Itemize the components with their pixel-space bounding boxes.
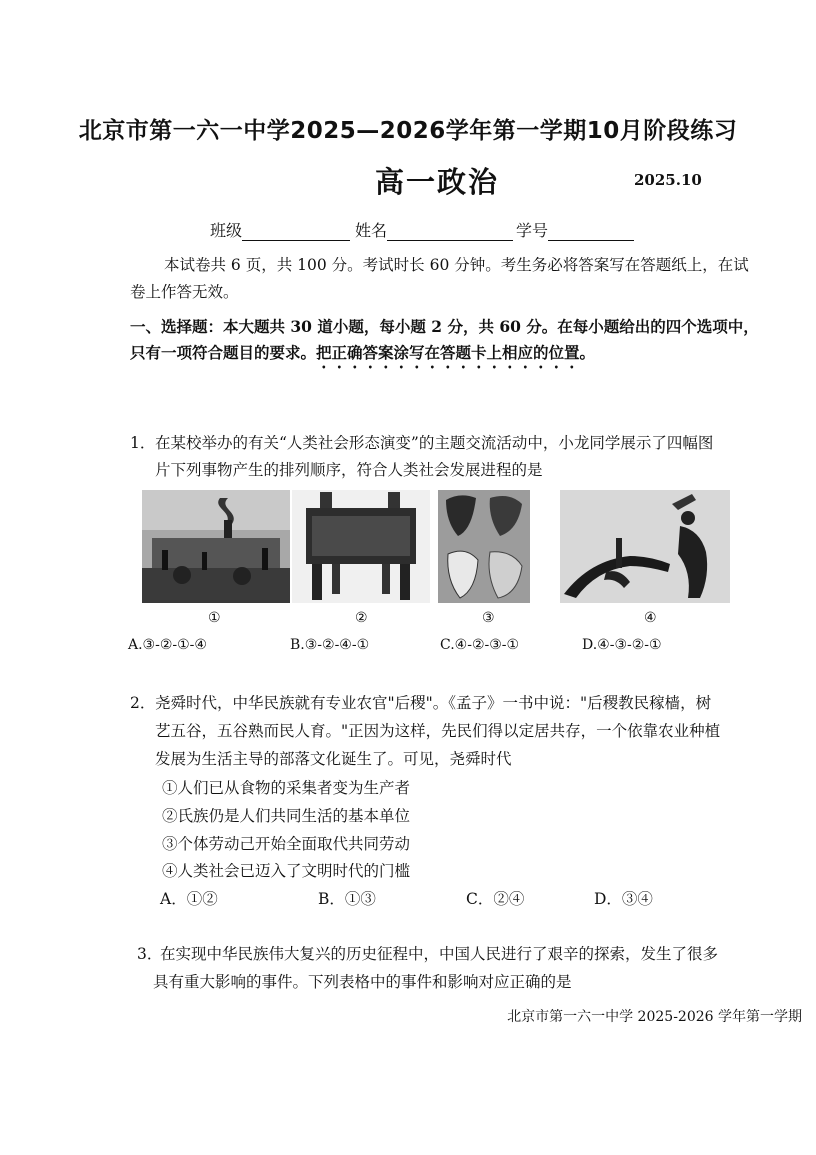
class-label: 班级	[210, 221, 243, 240]
stone-tools-image	[438, 490, 530, 603]
id-field	[516, 218, 634, 241]
q2-option-d[interactable]: D．③④	[594, 890, 653, 908]
q1-option-b[interactable]: B.③-②-④-①	[290, 637, 370, 653]
q2-line2: 艺五谷，五谷熟而民人育。"正因为这样，先民们得以定居共存，一个依靠农业种植	[155, 722, 721, 740]
q3-number: 3．	[137, 945, 163, 963]
class-field	[210, 218, 350, 241]
id-label: 学号	[516, 221, 549, 240]
instructions-line2: 卷上作答无效。	[130, 283, 239, 301]
q3-line2: 具有重大影响的事件。下列表格中的事件和影响对应正确的是	[153, 973, 572, 991]
exam-date: 2025.10	[634, 171, 702, 189]
exam-title: 北京市第一六一中学2025—2026学年第一学期10月阶段练习	[78, 118, 738, 144]
q1-caption-2: ②	[355, 610, 368, 626]
q2-statement-3: ③个体劳动己开始全面取代共同劳动	[162, 835, 411, 853]
ancient-plow-image	[560, 490, 730, 603]
q1-caption-1: ①	[208, 610, 221, 626]
q2-statement-1: ①人们已从食物的采集者变为生产者	[162, 779, 411, 797]
q1-caption-3: ③	[482, 610, 495, 626]
q3-line1: 在实现中华民族伟大复兴的历史征程中，中国人民进行了艰辛的探索，发生了很多	[160, 945, 719, 963]
section1-line2	[130, 338, 595, 372]
class-blank[interactable]	[242, 224, 350, 241]
industrial-revolution-image	[142, 490, 290, 603]
q2-line1: 尧舜时代，中华民族就有专业农官"后稷"。《孟子》一书中说："后稷教民稼樯，树	[155, 694, 712, 712]
q2-line3: 发展为生活主导的部落文化诞生了。可见，尧舜时代	[155, 750, 512, 768]
q1-option-d[interactable]: D.④-③-②-①	[582, 637, 662, 653]
instructions-line1: 本试卷共 6 页，共 100 分。考试时长 60 分钟。考生务必将答案写在答题纸上，在试	[164, 256, 749, 274]
q2-statement-4: ④人类社会已迈入了文明时代的门槛	[162, 862, 411, 880]
bronze-ding-image	[292, 490, 430, 603]
q1-option-a[interactable]: A.③-②-①-④	[128, 637, 207, 653]
q2-option-c[interactable]: C．②④	[466, 890, 525, 908]
q1-line2: 片下列事物产生的排列顺序，符合人类社会发展进程的是	[155, 461, 543, 479]
q1-caption-4: ④	[644, 610, 657, 626]
name-label: 姓名	[355, 221, 388, 240]
section1-line2b: 把正确答案涂写在答题卡上相应的位置。	[316, 343, 596, 362]
name-blank[interactable]	[387, 224, 513, 241]
id-blank[interactable]	[548, 224, 634, 241]
q1-number: 1．	[130, 434, 156, 452]
subject-title: 高一政治	[375, 165, 500, 199]
q2-option-b[interactable]: B．①③	[318, 890, 376, 908]
q2-number: 2．	[130, 694, 156, 712]
section1-line2a: 只有一项符合题目的要求。	[130, 343, 317, 362]
q2-statement-2: ②氏族仍是人们共同生活的基本单位	[162, 807, 411, 825]
name-field	[355, 218, 513, 241]
page-footer: 北京市第一六一中学 2025-2026 学年第一学期	[507, 1009, 802, 1025]
q1-line1: 在某校举办的有关“人类社会形态演变”的主题交流活动中，小龙同学展示了四幅图	[155, 434, 714, 452]
q1-option-c[interactable]: C.④-②-③-①	[440, 637, 520, 653]
section1-line1: 一、选择题：本大题共 30 道小题，每小题 2 分，共 60 分。在每小题给出的四个选项中，	[130, 317, 759, 336]
q2-option-a[interactable]: A．①②	[160, 890, 218, 908]
